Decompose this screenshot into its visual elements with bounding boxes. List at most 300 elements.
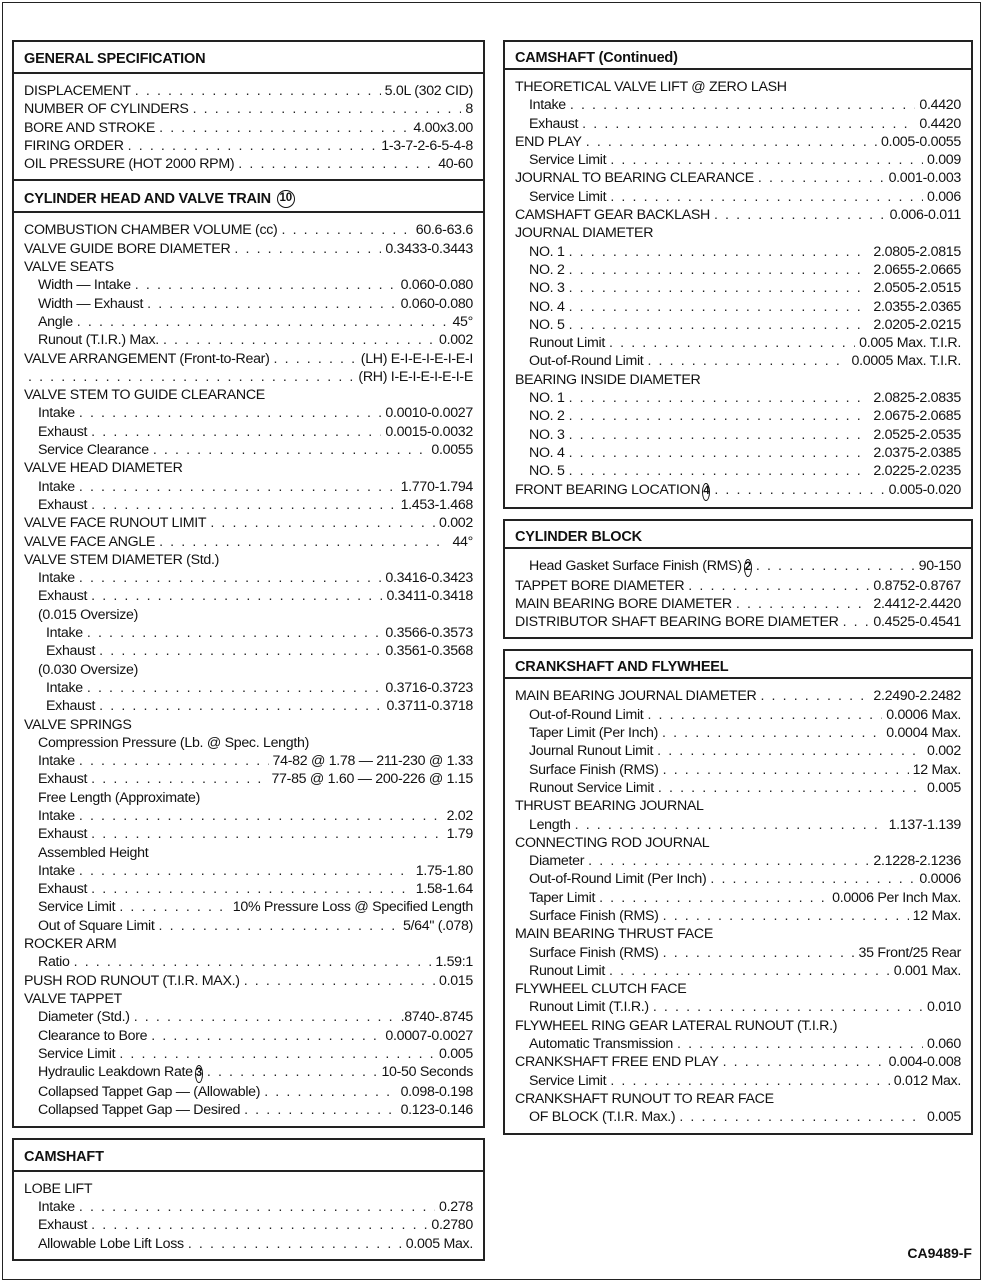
spec-row	[515, 613, 961, 631]
spec-label: Intake	[529, 97, 566, 114]
section-title: CRANKSHAFT AND FLYWHEEL	[505, 651, 971, 679]
spec-row	[24, 661, 473, 679]
spec-value: 0.015	[438, 972, 473, 989]
spec-row	[515, 481, 961, 501]
spec-label: Exhaust	[38, 423, 88, 440]
spec-row	[24, 972, 473, 990]
spec-label: NO. 2	[529, 408, 565, 425]
spec-row	[24, 155, 473, 173]
spec-row	[515, 298, 961, 316]
leader-dots	[99, 697, 382, 715]
leader-dots	[79, 404, 382, 422]
spec-value: 0.0006	[919, 871, 961, 888]
spec-label: PUSH ROD RUNOUT (T.I.R. MAX.)	[24, 972, 240, 989]
leader-dots	[610, 151, 923, 169]
spec-row	[515, 78, 961, 96]
spec-value: 0.4525-0.4541	[873, 614, 961, 631]
spec-row	[24, 1045, 473, 1063]
spec-row	[24, 533, 473, 551]
spec-label: Collapsed Tappet Gap — (Allowable)	[38, 1084, 261, 1101]
leader-dots	[570, 96, 916, 114]
spec-value: 0.3433-0.3443	[385, 240, 473, 257]
spec-value: 0.0010-0.0027	[385, 405, 473, 422]
spec-value: 0.002	[438, 515, 473, 532]
spec-value: 1.137-1.139	[888, 816, 961, 833]
spec-row	[24, 1180, 473, 1198]
crankshaft-flywheel-section	[503, 649, 973, 1134]
leader-dots	[569, 426, 870, 444]
spec-row	[515, 779, 961, 797]
spec-row	[515, 687, 961, 705]
spec-row	[515, 389, 961, 407]
cylinder-block-section	[503, 519, 973, 640]
spec-label: Runout Limit (T.I.R.)	[529, 999, 649, 1016]
spec-label: VALVE GUIDE BORE DIAMETER	[24, 240, 231, 257]
spec-row	[515, 279, 961, 297]
spec-row	[24, 1198, 473, 1216]
leader-dots	[207, 1063, 378, 1081]
spec-row	[24, 478, 473, 496]
spec-label: Taper Limit (Per Inch)	[529, 725, 659, 742]
spec-label: FIRING ORDER	[24, 137, 124, 154]
spec-value: 2.0675-2.0685	[873, 408, 961, 425]
leader-dots	[569, 316, 870, 334]
spec-label: BEARING INSIDE DIAMETER	[515, 371, 701, 388]
leader-dots	[647, 352, 847, 370]
spec-value: 12 Max.	[912, 761, 961, 778]
spec-label: NO. 5	[529, 463, 565, 480]
spec-row	[515, 944, 961, 962]
spec-label: Runout Limit	[529, 335, 606, 352]
spec-value: 5/64" (.078)	[402, 917, 473, 934]
spec-value: 0.060	[926, 1036, 961, 1053]
leader-dots	[264, 1083, 396, 1101]
spec-row	[515, 169, 961, 187]
spec-value: 8	[465, 101, 473, 118]
spec-label: Assembled Height	[38, 844, 149, 861]
spec-row	[24, 624, 473, 642]
spec-value: 40-60	[438, 156, 473, 173]
spec-value: 0.005-0.0055	[880, 133, 961, 150]
camshaft-section	[12, 1138, 485, 1261]
spec-row	[24, 898, 473, 916]
spec-value: 2.0225-2.0235	[873, 463, 961, 480]
spec-label: Exhaust	[38, 496, 88, 513]
spec-value: 0.0055	[431, 442, 473, 459]
spec-label: Out of Square Limit	[38, 917, 155, 934]
spec-row	[515, 426, 961, 444]
leader-dots	[79, 752, 269, 770]
spec-value: 5.0L (302 CID)	[384, 83, 473, 99]
spec-row	[24, 221, 473, 239]
leader-dots	[135, 276, 397, 294]
spec-value: 0.3566-0.3573	[385, 625, 473, 642]
leader-dots	[599, 889, 828, 907]
spec-row	[515, 334, 961, 352]
spec-label: CONNECTING ROD JOURNAL	[515, 834, 710, 851]
leader-dots	[569, 279, 870, 297]
spec-value: 2.0805-2.0815	[873, 243, 961, 260]
section-title: CYLINDER BLOCK	[505, 521, 971, 549]
spec-row	[24, 496, 473, 514]
spec-label: NO. 5	[529, 316, 565, 333]
leader-dots	[569, 407, 870, 425]
spec-label: JOURNAL DIAMETER	[515, 225, 654, 242]
spec-label: Surface Finish (RMS)	[529, 944, 659, 961]
section-title: CAMSHAFT	[14, 1140, 483, 1172]
spec-label: Runout Limit	[529, 962, 606, 979]
spec-row	[515, 1053, 961, 1071]
spec-row	[515, 980, 961, 998]
spec-label: Exhaust	[38, 1217, 88, 1234]
spec-label: COMBUSTION CHAMBER VOLUME (cc)	[24, 222, 278, 239]
spec-label: DISPLACEMENT	[24, 83, 131, 99]
spec-label: Runout Service Limit	[529, 779, 654, 796]
leader-dots	[569, 389, 870, 407]
leader-dots	[610, 188, 923, 206]
spec-label: Exhaust	[38, 588, 88, 605]
spec-row	[24, 1216, 473, 1234]
leader-dots	[28, 368, 354, 386]
spec-row	[515, 962, 961, 980]
spec-value: 0.010	[926, 999, 961, 1016]
spec-label: Head Gasket Surface Finish (RMS)	[529, 557, 742, 574]
leader-dots	[714, 481, 884, 499]
spec-label: Service Limit	[529, 188, 607, 205]
spec-value: 2.0825-2.0835	[873, 390, 961, 407]
leader-dots	[163, 331, 435, 349]
spec-value: 0.098-0.198	[400, 1084, 473, 1101]
leader-dots	[710, 870, 915, 888]
spec-row	[515, 557, 961, 577]
spec-value: 0.005 Max. T.I.R.	[859, 335, 961, 352]
spec-label: Exhaust	[38, 771, 88, 788]
spec-row	[24, 1008, 473, 1026]
note-marker: 10	[277, 190, 295, 208]
spec-label: Journal Runout Limit	[529, 743, 654, 760]
spec-value: 1.59:1	[435, 954, 473, 971]
spec-value: 0.3711-0.3718	[386, 698, 473, 715]
spec-label: Surface Finish (RMS)	[529, 907, 659, 924]
leader-dots	[575, 816, 885, 834]
spec-label: Exhaust	[46, 643, 96, 660]
spec-row	[515, 151, 961, 169]
leader-dots	[281, 221, 411, 239]
leader-dots	[647, 706, 882, 724]
spec-value: 2.4412-2.4420	[873, 595, 961, 612]
spec-row	[515, 907, 961, 925]
spec-label: Intake	[38, 1199, 75, 1216]
spec-value: 0.002	[438, 332, 473, 349]
leader-dots	[79, 862, 412, 880]
spec-label: Collapsed Tappet Gap — Desired	[38, 1102, 241, 1119]
section-title: CAMSHAFT (Continued)	[505, 42, 971, 70]
spec-label: OIL PRESSURE (HOT 2000 RPM)	[24, 156, 235, 173]
spec-row	[24, 953, 473, 971]
leader-dots	[610, 1072, 889, 1090]
spec-row	[24, 82, 473, 100]
spec-value: 0.005	[926, 1109, 961, 1126]
leader-dots	[188, 1235, 402, 1253]
spec-row	[24, 459, 473, 477]
spec-label: NO. 1	[529, 243, 565, 260]
spec-row	[515, 577, 961, 595]
leader-dots	[151, 1027, 381, 1045]
spec-row	[515, 834, 961, 852]
spec-label: Hydraulic Leakdown Rate	[38, 1064, 193, 1081]
spec-label: NO. 4	[529, 444, 565, 461]
leader-dots	[234, 240, 381, 258]
general-specification-section	[12, 40, 485, 181]
spec-value: 2.0655-2.0665	[873, 261, 961, 278]
spec-label: Surface Finish (RMS)	[529, 761, 659, 778]
spec-row	[24, 276, 473, 294]
spec-row	[24, 679, 473, 697]
spec-label: VALVE TAPPET	[24, 990, 122, 1007]
leader-dots	[609, 962, 890, 980]
spec-row	[515, 243, 961, 261]
spec-label: ROCKER ARM	[24, 936, 117, 953]
spec-row	[515, 115, 961, 133]
spec-row	[24, 368, 473, 386]
leader-dots	[663, 944, 855, 962]
leader-dots	[134, 1008, 397, 1026]
spec-row	[24, 752, 473, 770]
spec-row	[515, 852, 961, 870]
note-marker: 4	[702, 483, 710, 501]
section-title-text: CYLINDER HEAD AND VALVE TRAIN	[24, 191, 271, 208]
spec-label: Service Clearance	[38, 442, 149, 459]
spec-value: 1.58-1.64	[415, 881, 473, 898]
spec-row	[24, 1083, 473, 1101]
spec-label: Intake	[38, 478, 75, 495]
spec-value: 0.0007-0.0027	[385, 1027, 473, 1044]
spec-row	[515, 870, 961, 888]
spec-value: 0.002	[926, 743, 961, 760]
spec-label: VALVE HEAD DIAMETER	[24, 460, 183, 477]
spec-row	[24, 862, 473, 880]
spec-row	[24, 423, 473, 441]
spec-label: LOBE LIFT	[24, 1180, 93, 1197]
spec-label: Out-of-Round Limit	[529, 353, 644, 370]
leader-dots	[679, 1108, 923, 1126]
leader-dots	[663, 761, 909, 779]
leader-dots	[99, 642, 381, 660]
section-title	[14, 181, 483, 213]
spec-label: DISTRIBUTOR SHAFT BEARING BORE DIAMETER	[515, 614, 839, 631]
spec-row	[515, 724, 961, 742]
leader-dots	[91, 770, 267, 788]
leader-dots	[87, 624, 382, 642]
leader-dots	[91, 880, 412, 898]
spec-row	[515, 816, 961, 834]
spec-label: VALVE FACE ANGLE	[24, 533, 156, 550]
leader-dots	[74, 953, 432, 971]
camshaft-continued-section	[503, 40, 973, 509]
spec-value: 10% Pressure Loss @ Specified Length	[232, 899, 473, 916]
spec-row	[515, 1090, 961, 1108]
spec-value: 0.3411-0.3418	[386, 588, 473, 605]
spec-row	[24, 258, 473, 276]
spec-row	[24, 825, 473, 843]
spec-value: 2.0505-2.0515	[873, 280, 961, 297]
leader-dots	[79, 478, 397, 496]
right-column	[503, 40, 973, 1145]
spec-label: (0.015 Oversize)	[38, 606, 139, 623]
spec-value: 0.8752-0.8767	[873, 577, 961, 594]
spec-label: BORE AND STROKE	[24, 119, 156, 136]
spec-label: Intake	[38, 570, 75, 587]
leader-dots	[677, 1035, 923, 1053]
spec-row	[24, 917, 473, 935]
leader-dots	[210, 514, 435, 532]
spec-label: Out-of-Round Limit (Per Inch)	[529, 871, 707, 888]
spec-value: 90-150	[918, 557, 961, 574]
leader-dots	[736, 595, 870, 613]
spec-row	[24, 734, 473, 752]
spec-label: FLYWHEEL CLUTCH FACE	[515, 981, 687, 998]
leader-dots	[843, 613, 870, 631]
leader-dots	[244, 1101, 396, 1119]
spec-row	[24, 514, 473, 532]
note-marker: 2	[744, 559, 752, 577]
spec-row	[515, 316, 961, 334]
leader-dots	[714, 206, 886, 224]
spec-label: Exhaust	[46, 698, 96, 715]
spec-row	[515, 706, 961, 724]
spec-value: 0.0005 Max. T.I.R.	[851, 353, 961, 370]
spec-label: Intake	[38, 807, 75, 824]
spec-row	[24, 935, 473, 953]
spec-value: 2.1228-2.1236	[873, 853, 961, 870]
spec-row	[515, 206, 961, 224]
leader-dots	[688, 577, 869, 595]
spec-value: 1.79	[446, 826, 473, 843]
spec-row	[515, 1072, 961, 1090]
spec-label: Intake	[46, 679, 83, 696]
spec-label: NUMBER OF CYLINDERS	[24, 101, 189, 118]
spec-value: 2.0355-2.0365	[873, 298, 961, 315]
leader-dots	[569, 462, 870, 480]
spec-value: 0.005	[438, 1045, 473, 1062]
spec-label: Intake	[38, 753, 75, 770]
spec-label: VALVE FACE RUNOUT LIMIT	[24, 515, 207, 532]
spec-row	[515, 96, 961, 114]
spec-value: 0.060-0.080	[400, 277, 473, 294]
spec-value: 4.00x3.00	[413, 119, 473, 136]
spec-value: 0.2780	[431, 1217, 473, 1234]
spec-label: Free Length (Approximate)	[38, 789, 201, 806]
spec-row	[24, 1063, 473, 1083]
spec-label: TAPPET BORE DIAMETER	[515, 577, 685, 594]
spec-value: 1.453-1.468	[400, 496, 473, 513]
left-column	[12, 40, 485, 1271]
spec-row	[515, 595, 961, 613]
spec-value: 0.0006 Per Inch Max.	[832, 889, 961, 906]
cylinder-head-section	[12, 179, 485, 1127]
spec-label: Taper Limit	[529, 889, 596, 906]
spec-label: FLYWHEEL RING GEAR LATERAL RUNOUT (T.I.R.)	[515, 1017, 838, 1034]
spec-row	[24, 587, 473, 605]
spec-value: 0.005	[926, 779, 961, 796]
spec-row	[515, 407, 961, 425]
spec-label: Width — Intake	[38, 277, 131, 294]
spec-label: MAIN BEARING JOURNAL DIAMETER	[515, 688, 757, 705]
spec-label: Intake	[38, 862, 75, 879]
leader-dots	[77, 313, 449, 331]
leader-dots	[569, 298, 870, 316]
spec-row	[515, 1035, 961, 1053]
spec-row	[24, 350, 473, 368]
spec-label: NO. 1	[529, 390, 565, 407]
spec-label: Diameter (Std.)	[38, 1009, 130, 1026]
spec-row	[24, 1027, 473, 1045]
spec-label: NO. 2	[529, 261, 565, 278]
spec-label: Exhaust	[38, 826, 88, 843]
spec-row	[24, 606, 473, 624]
spec-label: THEORETICAL VALVE LIFT @ ZERO LASH	[515, 79, 787, 95]
spec-row	[515, 224, 961, 242]
spec-value: 2.02	[446, 807, 473, 824]
spec-row	[24, 551, 473, 569]
spec-label: Service Limit	[529, 1072, 607, 1089]
spec-value: 2.0525-2.0535	[873, 426, 961, 443]
spec-row	[24, 990, 473, 1008]
leader-dots	[91, 587, 382, 605]
leader-dots	[582, 115, 915, 133]
leader-dots	[723, 1053, 885, 1071]
spec-value: 1.75-1.80	[415, 862, 473, 879]
spec-label: Exhaust	[529, 115, 579, 132]
spec-row	[24, 697, 473, 715]
spec-value: 0.278	[438, 1199, 473, 1216]
spec-value: 2.0375-2.0385	[873, 444, 961, 461]
spec-value: .8740-.8745	[400, 1009, 473, 1026]
spec-value: 60.6-63.6	[415, 222, 473, 239]
leader-dots	[758, 169, 885, 187]
spec-value: 1-3-7-2-6-5-4-8	[381, 137, 473, 154]
leader-dots	[147, 295, 396, 313]
spec-row	[515, 925, 961, 943]
spec-value: 0.3561-0.3568	[385, 643, 473, 660]
spec-label: NO. 3	[529, 280, 565, 297]
spec-row	[24, 642, 473, 660]
spec-row	[24, 807, 473, 825]
spec-value: 0.060-0.080	[400, 295, 473, 312]
spec-value: 2.2490-2.2482	[873, 688, 961, 705]
leader-dots	[653, 998, 923, 1016]
spec-label: Intake	[46, 625, 83, 642]
figure-id: CA9489-F	[907, 1245, 972, 1261]
spec-row	[24, 295, 473, 313]
spec-label: VALVE SEATS	[24, 259, 114, 276]
spec-label: NO. 3	[529, 426, 565, 443]
spec-value: 0.0006 Max.	[886, 706, 961, 723]
spec-row	[24, 569, 473, 587]
spec-value: 44°	[452, 533, 473, 550]
spec-row	[24, 404, 473, 422]
spec-value: 74-82 @ 1.78 — 211-230 @ 1.33	[272, 753, 473, 770]
spec-row	[24, 441, 473, 459]
leader-dots	[663, 907, 909, 925]
leader-dots	[657, 742, 923, 760]
spec-value: 0.0004 Max.	[886, 725, 961, 742]
leader-dots	[760, 687, 869, 705]
leader-dots	[159, 533, 448, 551]
spec-row	[24, 880, 473, 898]
spec-row	[24, 1235, 473, 1253]
leader-dots	[91, 496, 396, 514]
